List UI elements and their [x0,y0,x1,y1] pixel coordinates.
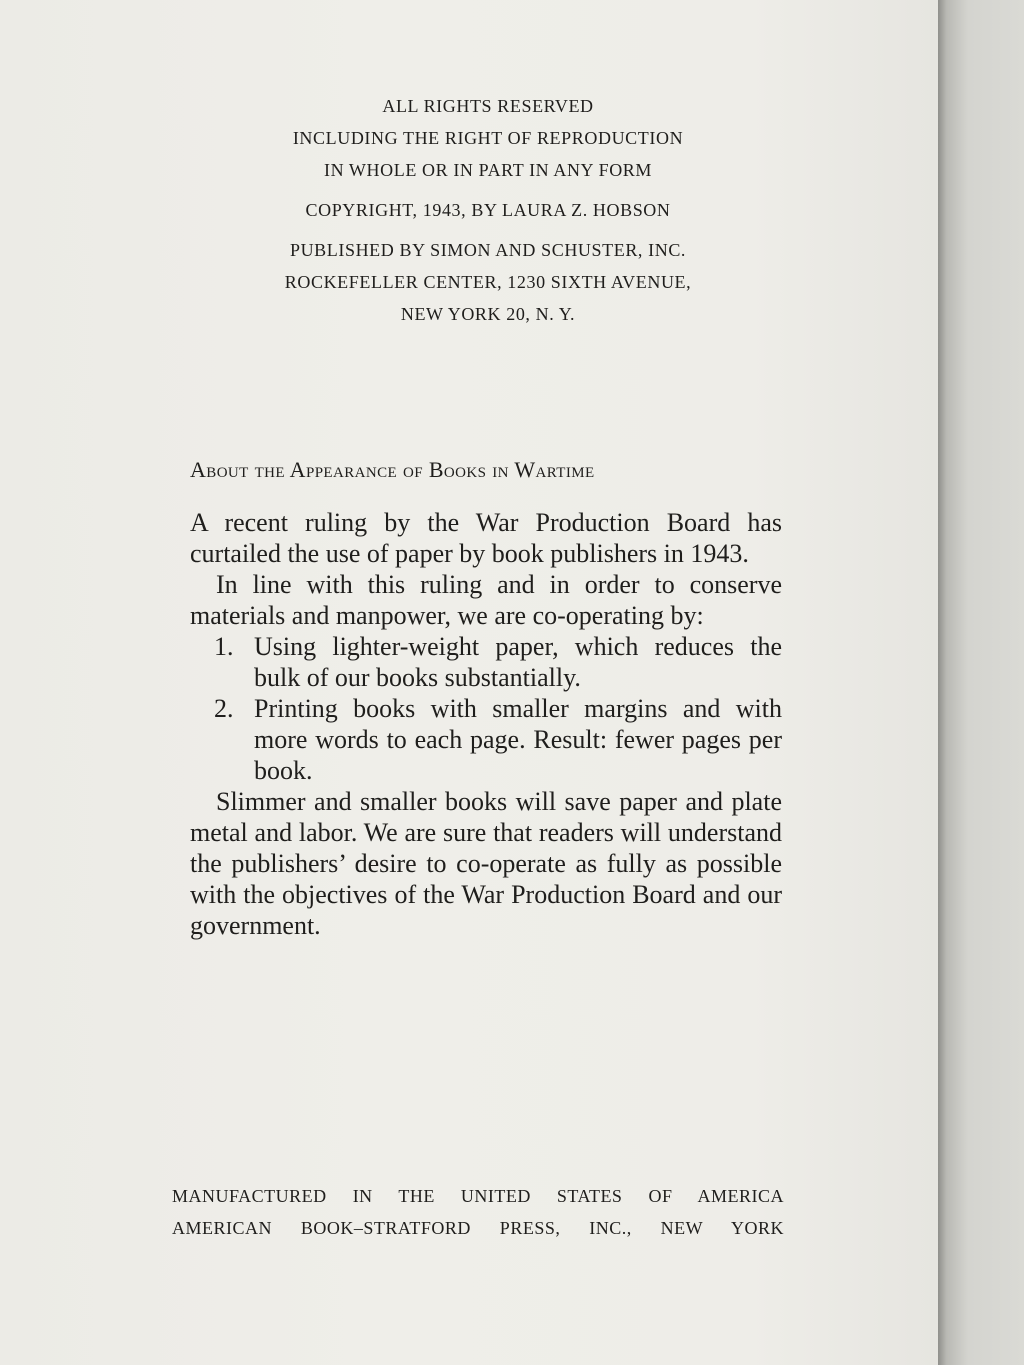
facing-page-edge [938,0,1024,1365]
wartime-paragraph-1: A recent ruling by the War Production Board has curtailed the use of paper by book publishers in 1943. [190,508,782,568]
publisher-line-3: NEW YORK 20, N. Y. [400,304,576,324]
list-item [214,693,782,786]
wartime-notice-body [190,507,782,941]
copyright-notice [190,90,786,330]
wartime-notice-heading: About the Appearance of Books in Wartime [190,457,595,482]
wartime-paragraph-2: In line with this ruling and in order to conserve materials and manpower, we are co-operating by: [190,570,782,630]
list-item-text: Printing books with smaller margins and with more words to each page. Result: fewer pages per book. [254,694,782,785]
copyright-line: COPYRIGHT, 1943, BY LAURA Z. HOBSON [305,200,671,220]
publisher-line-1: PUBLISHED BY SIMON AND SCHUSTER, INC. [289,240,687,260]
list-item [214,631,782,693]
list-item-number: 1. [214,632,234,661]
rights-line-1: ALL RIGHTS RESERVED [382,96,594,116]
list-item-number: 2. [214,694,234,723]
wartime-paragraph-3: Slimmer and smaller books will save paper and plate metal and labor. We are sure that readers will understand the publishers’ desire to co-operate as fully as possible with the objectives of the War Production Board and our government. [190,787,782,940]
publisher-line-2: ROCKEFELLER CENTER, 1230 SIXTH AVENUE, [284,272,692,292]
printer-colophon [172,1180,784,1244]
colophon-line-2: AMERICAN BOOK–STRATFORD PRESS, INC., NEW YORK [172,1218,784,1238]
rights-line-3: IN WHOLE OR IN PART IN ANY FORM [323,160,653,180]
rights-line-2: INCLUDING THE RIGHT OF REPRODUCTION [292,128,684,148]
colophon-line-1: MANUFACTURED IN THE UNITED STATES OF AMERICA [172,1186,784,1206]
list-item-text: Using lighter-weight paper, which reduces the bulk of our books substantially. [254,632,782,692]
